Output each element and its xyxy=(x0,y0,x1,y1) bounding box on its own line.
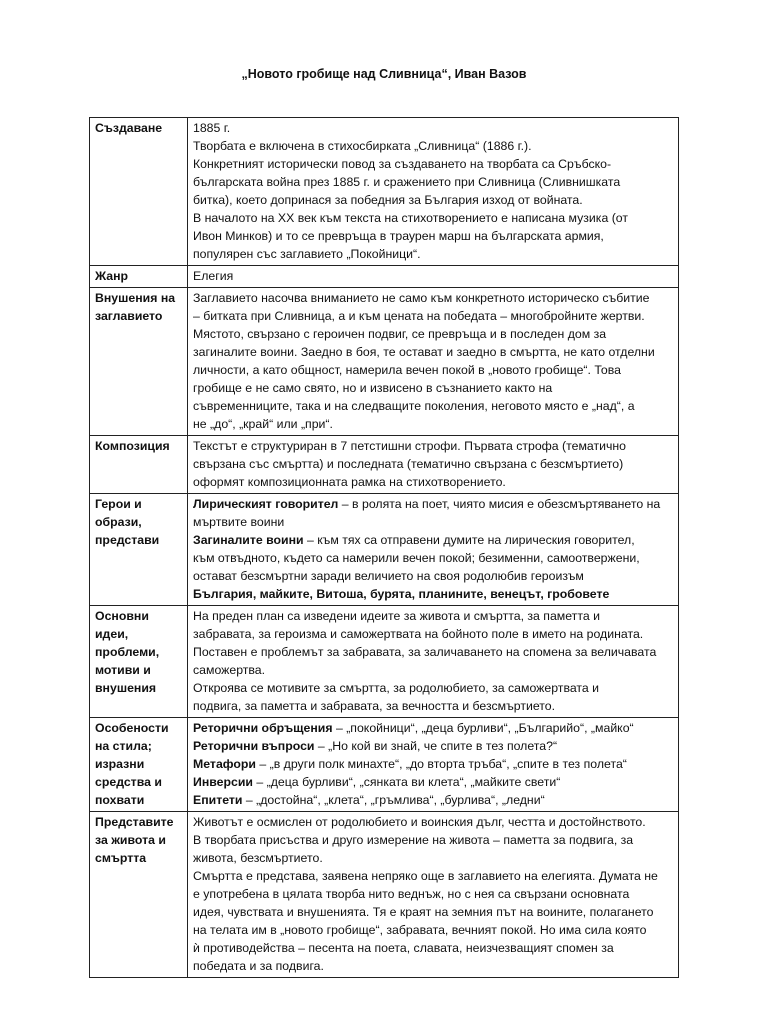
row-label-line: смъртта xyxy=(95,851,147,865)
row-label-line: образи, xyxy=(95,515,142,529)
text-segment: Елегия xyxy=(193,269,234,283)
table-row xyxy=(90,118,679,266)
text-segment: е употребена в цялата творба нито веднъж, но с нея са свързани основната xyxy=(193,887,630,901)
text-segment: популярен със заглавието „Покойници“. xyxy=(193,247,421,261)
row-label-line: Композиция xyxy=(95,439,170,453)
text-segment: на телата им в „новото гробище“, забравата, вечният покой. Но има сила която xyxy=(193,923,647,937)
content-line xyxy=(193,679,673,697)
text-segment: – „достойна“, „клета“, „гръмлива“, „бурлива“, „ледни“ xyxy=(242,793,545,807)
text-segment: 1885 г. xyxy=(193,121,231,135)
text-segment: Конкретният исторически повод за създаването на творбата са Сръбско- xyxy=(193,157,612,171)
content-line xyxy=(193,737,673,755)
text-segment: идея, чувствата и внушенията. Тя е краят на земния път на воините, полагането xyxy=(193,905,654,919)
text-segment: Мястото, свързано с героичен подвиг, се превръща и в последен дом за xyxy=(193,327,607,341)
table-row xyxy=(90,812,679,978)
content-line xyxy=(193,119,673,137)
content-line xyxy=(193,719,673,737)
text-segment: Заглавието насочва вниманието не само към конкретното историческо събитие xyxy=(193,291,650,305)
bold-term: България, майките, Витоша, бурята, планините, венецът, гробовете xyxy=(193,587,610,601)
document-title: „Новото гробище над Сливница“, Иван Вазов xyxy=(241,67,527,81)
content-line xyxy=(193,289,673,307)
content-line xyxy=(193,495,673,513)
content-line xyxy=(193,415,673,433)
content-line xyxy=(193,325,673,343)
row-label-line: мотиви и xyxy=(95,663,151,677)
text-segment: съвременниците, така и на следващите поколения, неговото място е „над“, а xyxy=(193,399,635,413)
text-segment: към отвъдното, където са намерили вечен покой; безименни, самоотвержени, xyxy=(193,551,640,565)
row-content xyxy=(188,266,679,288)
row-label-line: Внушения на xyxy=(95,291,176,305)
bold-term: Метафори xyxy=(193,757,256,771)
row-content xyxy=(188,288,679,436)
content-line xyxy=(193,643,673,661)
row-label xyxy=(90,266,188,288)
text-segment: личности, а като общност, намерила вечен покой в „новото гробище“. Това xyxy=(193,363,621,377)
row-label-line: внушения xyxy=(95,681,157,695)
table-row xyxy=(90,288,679,436)
table-row xyxy=(90,494,679,606)
content-line xyxy=(193,343,673,361)
content-line xyxy=(193,379,673,397)
row-label-line: заглавието xyxy=(95,309,163,323)
table-row xyxy=(90,718,679,812)
text-segment: – „в други полк минахте“, „до вторта тръба“, „спите в тез полета“ xyxy=(255,757,627,771)
row-content xyxy=(188,118,679,266)
info-table xyxy=(89,117,679,978)
table-body xyxy=(90,118,679,978)
bold-term: Реторични обръщения xyxy=(193,721,333,735)
text-segment: Откроява се мотивите за смъртта, за родолюбието, за саможертвата и xyxy=(193,681,600,695)
content-line xyxy=(193,155,673,173)
table-row xyxy=(90,606,679,718)
content-line xyxy=(193,939,673,957)
content-line xyxy=(193,473,673,491)
content-line xyxy=(193,227,673,245)
content-line xyxy=(193,209,673,227)
content-line xyxy=(193,585,673,603)
content-line xyxy=(193,957,673,975)
row-label-line: средства и xyxy=(95,775,162,789)
content-line xyxy=(193,903,673,921)
row-label xyxy=(90,436,188,494)
text-segment: Ивон Минков) и то се превръща в траурен марш на българската армия, xyxy=(193,229,604,243)
bold-term: Реторични въпроси xyxy=(193,739,315,753)
text-segment: Смъртта е представа, заявена непряко още в заглавието на елегията. Думата не xyxy=(193,869,658,883)
row-content xyxy=(188,436,679,494)
content-line xyxy=(193,531,673,549)
row-content xyxy=(188,494,679,606)
content-line xyxy=(193,625,673,643)
text-segment: В творбата присъства и друго измерение на живота – паметта за подвига, за xyxy=(193,833,634,847)
content-line xyxy=(193,773,673,791)
text-segment: – в ролята на поет, чиято мисия е обезсмъртяването на xyxy=(338,497,661,511)
text-segment: Животът е осмислен от родолюбието и воинския дълг, честта и достойнството. xyxy=(193,815,646,829)
row-label-line: Създаване xyxy=(95,121,163,135)
text-segment: победата и за подвига. xyxy=(193,959,324,973)
bold-term: Инверсии xyxy=(193,775,253,789)
content-line xyxy=(193,361,673,379)
row-label-line: идеи, xyxy=(95,627,129,641)
table-row xyxy=(90,266,679,288)
content-line xyxy=(193,607,673,625)
content-line xyxy=(193,191,673,209)
text-segment: българската война през 1885 г. и сражението при Сливница (Сливнишката xyxy=(193,175,621,189)
text-segment: битка), което допринася за победния за България изход от войната. xyxy=(193,193,583,207)
row-label-line: Герои и xyxy=(95,497,142,511)
content-line xyxy=(193,791,673,809)
row-label-line: Основни xyxy=(95,609,149,623)
content-line xyxy=(193,755,673,773)
row-content xyxy=(188,718,679,812)
row-label-line: на стила; xyxy=(95,739,152,753)
row-label-line: Жанр xyxy=(95,269,129,283)
content-line xyxy=(193,307,673,325)
row-label xyxy=(90,118,188,266)
row-label xyxy=(90,494,188,606)
bold-term: Загиналите воини xyxy=(193,533,304,547)
text-segment: гробище е не само свято, но и извисено в съзнанието както на xyxy=(193,381,553,395)
row-label xyxy=(90,812,188,978)
row-label-line: похвати xyxy=(95,793,145,807)
content-line xyxy=(193,437,673,455)
text-segment: оформят композиционната рамка на стихотворението. xyxy=(193,475,506,489)
row-label-line: проблеми, xyxy=(95,645,160,659)
text-segment: – „деца бурливи“, „сянката ви клета“, „майките свети“ xyxy=(252,775,561,789)
row-label xyxy=(90,288,188,436)
row-content xyxy=(188,606,679,718)
content-line xyxy=(193,137,673,155)
text-segment: – към тях са отправени думите на лирическия говорител, xyxy=(303,533,635,547)
row-label-line: представи xyxy=(95,533,160,547)
content-line xyxy=(193,813,673,831)
row-label xyxy=(90,606,188,718)
text-segment: мъртвите воини xyxy=(193,515,285,529)
text-segment: остават безсмъртни заради величието на своя родолюбив героизъм xyxy=(193,569,584,583)
content-line xyxy=(193,921,673,939)
content-line xyxy=(193,549,673,567)
content-line xyxy=(193,867,673,885)
row-content xyxy=(188,812,679,978)
text-segment: ѝ противодейства – песента на поета, славата, неизчезващият спомен за xyxy=(193,941,614,955)
content-line xyxy=(193,661,673,679)
content-line xyxy=(193,455,673,473)
text-segment: живота, безсмъртието. xyxy=(193,851,323,865)
row-label-line: за живота и xyxy=(95,833,166,847)
content-line xyxy=(193,831,673,849)
text-segment: свързана със смъртта) и последната (тематично свързана с безсмъртието) xyxy=(193,457,624,471)
content-line xyxy=(193,267,673,285)
bold-term: Епитети xyxy=(193,793,243,807)
text-segment: забравата, за героизма и саможертвата на бойното поле в името на родината. xyxy=(193,627,644,641)
text-segment: В началото на XX век към текста на стихотворението е написана музика (от xyxy=(193,211,628,225)
row-label-line: Представите xyxy=(95,815,174,829)
text-segment: – „покойници“, „деца бурливи“, „Българийо“, „майко“ xyxy=(332,721,634,735)
content-line xyxy=(193,567,673,585)
row-label xyxy=(90,718,188,812)
content-line xyxy=(193,173,673,191)
text-segment: загиналите воини. Заедно в боя, те остават и заедно в смъртта, не като отделни xyxy=(193,345,655,359)
text-segment: – „Но кой ви знай, че спите в тез полета?“ xyxy=(314,739,558,753)
text-segment: – битката при Сливница, а и към цената на победата – многобройните жертви. xyxy=(193,309,645,323)
table-row xyxy=(90,436,679,494)
content-line xyxy=(193,513,673,531)
text-segment: саможертва. xyxy=(193,663,266,677)
text-segment: не „до“, „край“ или „при“. xyxy=(193,417,333,431)
content-line xyxy=(193,245,673,263)
bold-term: Лирическият говорител xyxy=(193,497,339,511)
text-segment: На преден план са изведени идеите за живота и смъртта, за паметта и xyxy=(193,609,600,623)
content-line xyxy=(193,397,673,415)
text-segment: Поставен е проблемът за забравата, за заличаването на спомена за величавата xyxy=(193,645,657,659)
content-line xyxy=(193,885,673,903)
row-label-line: изразни xyxy=(95,757,145,771)
text-segment: Творбата е включена в стихосбирката „Сливница“ (1886 г.). xyxy=(193,139,532,153)
text-segment: подвига, за паметта и забравата, за вечността и безсмъртието. xyxy=(193,699,556,713)
row-label-line: Особености xyxy=(95,721,169,735)
content-line xyxy=(193,849,673,867)
content-line xyxy=(193,697,673,715)
text-segment: Текстът е структуриран в 7 петстишни строфи. Първата строфа (тематично xyxy=(193,439,627,453)
